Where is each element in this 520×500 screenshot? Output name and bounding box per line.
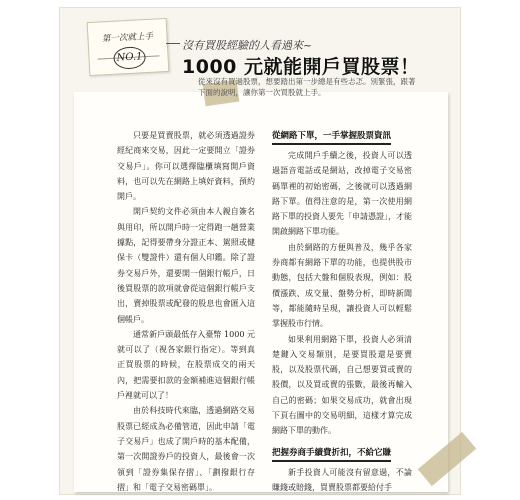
paragraph: 新手投資人可能沒有留意過，不論賺錢或賠錢，買賣股票都要給付手 <box>272 467 412 492</box>
paragraph: 由於科技時代來臨，透過網路交易股票已經成為必備管道，因此申請「電子交易戶」也成了開戶時的基本配備，第一次開證券戶的投資人，最後會一次領到「證券集保存摺」、「劃撥銀行存摺」和「電子交易密碼單」。 <box>117 406 255 492</box>
section-heading: 從網路下單，一手掌握股票資訊 <box>272 129 391 145</box>
paragraph: 通常新戶頭最低存入臺幣 1000 元就可以了（視各家銀行指定）。等到真正買股票的時候，在股票成交的兩天內，把需要扣款的金額補進這個銀行帳戶裡就可以了！ <box>117 329 255 401</box>
section-badge <box>87 18 170 76</box>
paragraph: 由於網路的方便與普及，幾乎各家券商都有網路下單的功能，也提供股市動態，包括大盤和個股表現，例如：股價漲跌、成交量、盤勢分析，即時新聞等，都能隨時呈現，讓投資人可以輕鬆掌握股市行情。 <box>272 242 412 329</box>
badge-number: NO.1 <box>113 46 146 70</box>
left-column <box>117 128 255 495</box>
paragraph: 如果利用網路下單，投資人必須清楚鍵入交易類別，是要買股還是要賣股，以及股票代碼，自己想要買或賣的股價，以及買或賣的張數，最後再輸入自己的密碼；如果交易成功，就會出現下頁右圖中的交易明細，這樣才算完成網路下單的動作。 <box>272 334 412 436</box>
paragraph: 只要是買賣股票，就必須透過證券經紀商來交易，因此一定要開立「證券交易戶」。你可以選擇臨櫃填寫開戶資料，也可以先在網路上填好資料，預約開戶。 <box>117 131 255 202</box>
paragraph: 開戶契約文件必須由本人親自簽名與用印，所以開戶時一定得跑一趟營業據點，記得要帶身分證正本、駕照或健保卡（雙證件）還有個人印鑑。除了證券交易戶外，還要開一個銀行帳戶，日後買股票的款項就會從這個銀行帳戶支出，賣掉股票或配發的股息也會匯入這個帳戶。 <box>117 207 255 324</box>
subtitle-rule <box>166 43 180 44</box>
section-heading: 把握券商手續費折扣，不給它賺 <box>272 446 391 462</box>
badge-label: 第一次就上手 <box>101 31 154 45</box>
article-title: 1000 元就能開戶買股票！ <box>182 56 420 78</box>
article-subtitle: 沒有買股經驗的人看過來~ <box>182 39 313 52</box>
heading-wrapper <box>272 445 412 465</box>
article-intro: 從來沒有買過股票，想要踏出第一步總是有些忐忑。別緊張，跟著下面的說明，讓你第一次買股就上手。 <box>198 77 416 97</box>
paragraph: 完成開戶手續之後，投資人可以透過語音電話或是網站，改掉電子交易密碼單裡的初始密碼，之後就可以透過網路下單。值得注意的是，第一次使用網路下單的投資人要先「申請憑證」，才能開啟網路下單功能。 <box>272 151 412 237</box>
right-column <box>272 128 412 495</box>
